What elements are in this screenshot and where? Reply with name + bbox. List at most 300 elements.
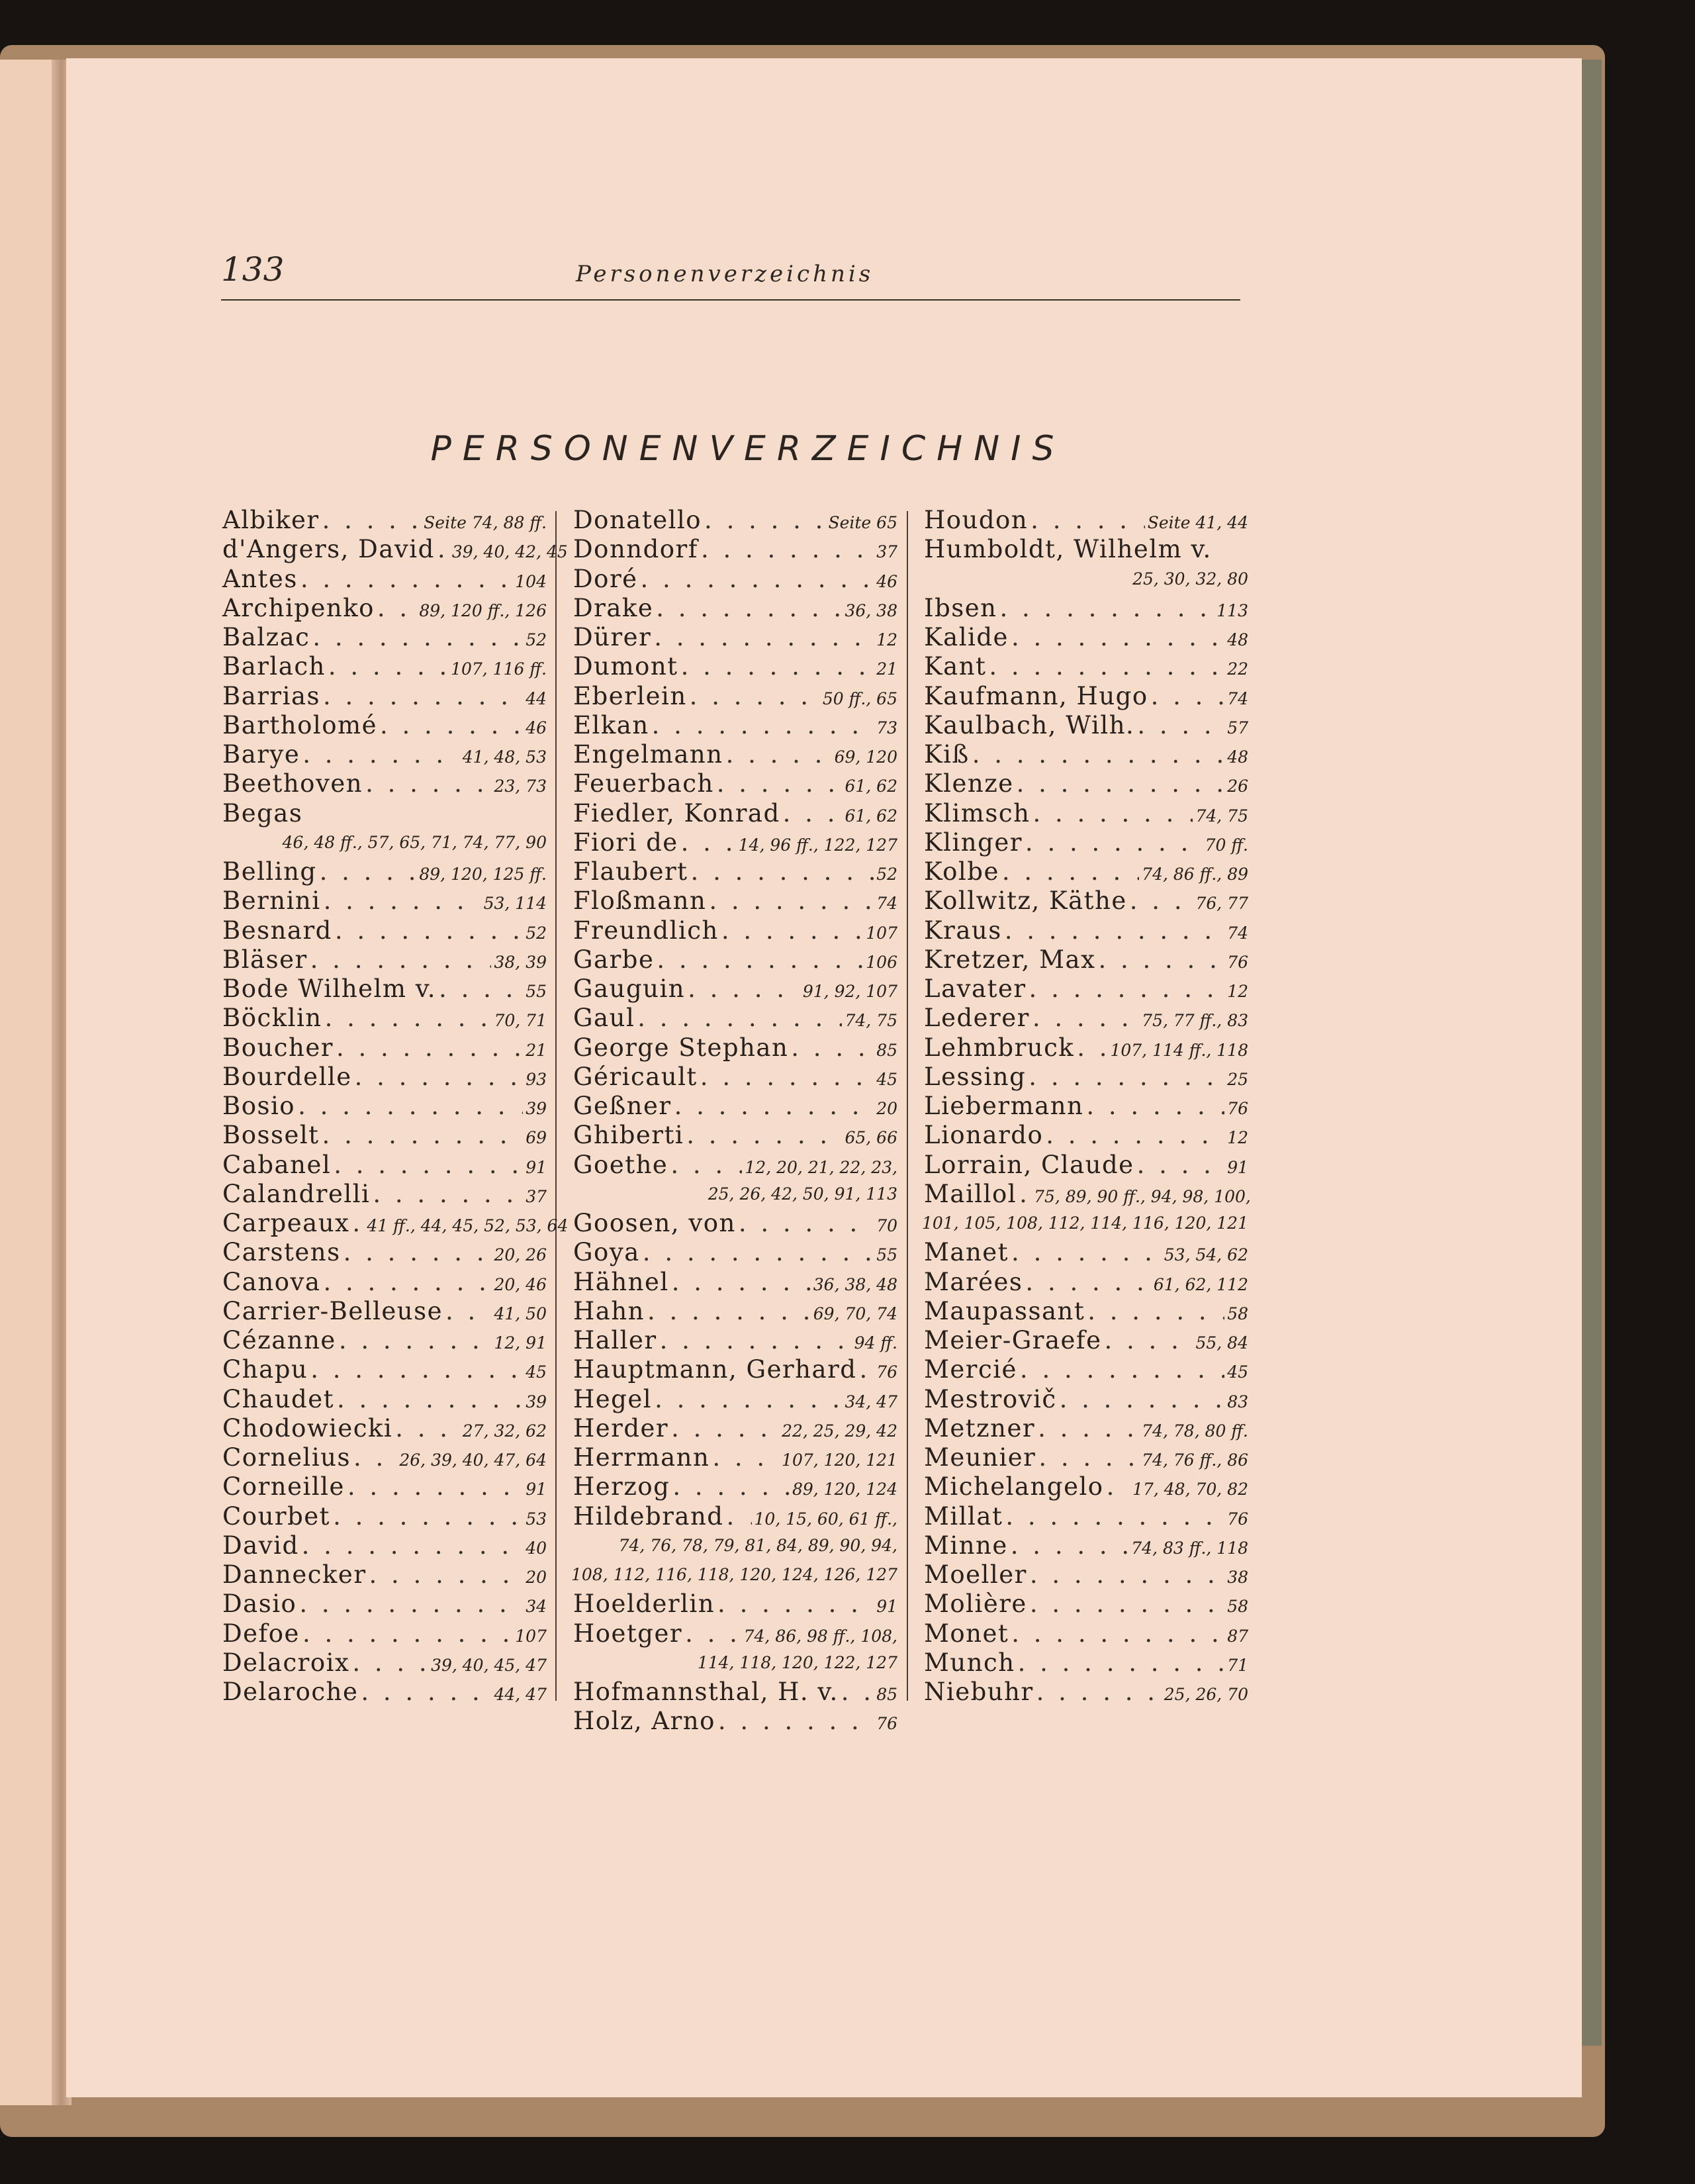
entry-pages: 106 — [866, 952, 897, 972]
entry-name: Meier-Graefe — [924, 1326, 1102, 1354]
index-entry — [222, 594, 547, 623]
index-entry — [222, 1004, 547, 1033]
entry-pages: 108, 112, 116, 118, 120, 124, 126, 127 — [571, 1565, 897, 1584]
entry-pages: 61, 62, 112 — [1153, 1274, 1248, 1294]
leader-dots — [300, 565, 512, 594]
index-entry — [573, 1443, 897, 1472]
entry-pages: 50 ff., 65 — [822, 688, 897, 708]
leader-dots — [1002, 857, 1139, 886]
leader-dots — [671, 1414, 779, 1443]
index-entry — [222, 1238, 547, 1267]
index-entry — [573, 1590, 897, 1619]
entry-name: Courbet — [222, 1501, 331, 1531]
leader-dots — [718, 1707, 874, 1736]
entry-pages: 41, 48, 53 — [462, 747, 547, 767]
index-entry — [222, 857, 547, 886]
leader-dots — [302, 740, 460, 769]
entry-name: Dumont — [573, 652, 678, 681]
entry-pages: 87 — [1227, 1626, 1248, 1646]
entry-pages: 22, 25, 29, 42 — [782, 1421, 897, 1441]
leader-dots — [1060, 1385, 1225, 1414]
entry-pages: 75, 89, 90 ff., 94, 98, 100, — [1034, 1186, 1251, 1206]
entry-name: Maupassant — [924, 1296, 1085, 1325]
entry-pages: 107, 116 ff. — [451, 659, 547, 679]
entry-pages: 94 ff. — [854, 1333, 897, 1353]
entry-name: Gaul — [573, 1004, 635, 1033]
entry-pages: 85 — [876, 1040, 897, 1060]
leader-dots — [681, 828, 736, 857]
entry-pages: 70, 71 — [494, 1011, 547, 1031]
index-entry — [222, 1268, 547, 1297]
index-entry — [924, 711, 1248, 740]
leader-dots — [310, 945, 492, 974]
leader-dots — [641, 565, 874, 594]
index-entry — [924, 1121, 1248, 1150]
running-title: Personenverzeichnis — [576, 261, 874, 287]
leader-dots — [1086, 1092, 1224, 1121]
index-entry — [924, 565, 1248, 594]
entry-pages: Seite 74, 88 ff. — [424, 513, 547, 532]
index-entry — [222, 945, 547, 974]
entry-name: Moeller — [924, 1560, 1027, 1589]
leader-dots — [972, 740, 1224, 769]
index-entry — [222, 828, 547, 857]
leader-dots — [660, 1326, 852, 1355]
index-entry — [573, 594, 897, 623]
leader-dots — [657, 945, 863, 974]
index-entry — [222, 1560, 547, 1590]
column-divider — [907, 511, 908, 1701]
leader-dots — [339, 1326, 492, 1355]
leader-dots — [1030, 1560, 1224, 1590]
index-entry — [573, 1004, 897, 1033]
entry-name: Minne — [924, 1531, 1008, 1560]
leader-dots — [302, 1531, 524, 1560]
index-entry — [924, 1648, 1248, 1678]
entry-name: Barye — [222, 740, 300, 769]
entry-pages: 91 — [876, 1597, 897, 1617]
entry-name: Lessing — [924, 1062, 1027, 1091]
entry-pages: 75, 77 ff., 83 — [1142, 1011, 1248, 1031]
page-number: 133 — [221, 250, 285, 289]
entry-pages: 107 — [866, 923, 897, 943]
leader-dots — [1025, 1268, 1150, 1297]
entry-pages: 58 — [1227, 1597, 1248, 1617]
leader-dots — [437, 535, 449, 564]
entry-pages: 53 — [526, 1509, 547, 1529]
entry-pages: 37 — [876, 542, 897, 562]
leader-dots — [324, 886, 481, 916]
entry-pages: 71 — [1227, 1655, 1248, 1675]
entry-pages: 83 — [1227, 1392, 1248, 1411]
entry-name: Donndorf — [573, 535, 698, 564]
entry-name: Eberlein — [573, 681, 687, 710]
entry-name: Beethoven — [222, 769, 363, 798]
index-entry — [222, 1180, 547, 1209]
entry-name: Calandrelli — [222, 1179, 371, 1208]
entry-name: Hegel — [573, 1384, 653, 1413]
entry-pages: 39, 40, 45, 47 — [431, 1655, 547, 1675]
leader-dots — [1019, 1180, 1031, 1209]
entry-pages: 23, 73 — [494, 777, 547, 796]
index-entry — [222, 682, 547, 711]
leader-dots — [353, 1443, 396, 1472]
entry-name: Dannecker — [222, 1560, 367, 1589]
entry-name: Kaulbach, Wilh. — [924, 710, 1135, 739]
entry-pages: 113 — [1216, 600, 1248, 620]
entry-name: Klenze — [924, 769, 1014, 798]
entry-name: Antes — [222, 564, 298, 593]
index-entry — [573, 1151, 897, 1180]
leader-dots — [1087, 1297, 1224, 1326]
leader-dots — [1018, 1648, 1225, 1678]
entry-name: Cézanne — [222, 1326, 336, 1354]
entry-name: Defoe — [222, 1619, 300, 1648]
entry-pages: 12, 20, 21, 22, 23, — [745, 1157, 897, 1177]
index-entry — [924, 1531, 1248, 1560]
entry-name: Cabanel — [222, 1150, 332, 1179]
index-entry — [573, 916, 897, 945]
index-entry — [573, 1268, 897, 1297]
leader-dots — [302, 1619, 512, 1648]
leader-dots — [989, 652, 1224, 681]
entry-name: Herrmann — [573, 1443, 710, 1472]
index-entry — [222, 1063, 547, 1092]
entry-pages: 89, 120, 124 — [792, 1480, 897, 1499]
entry-pages: 91 — [526, 1157, 547, 1177]
index-entry — [573, 1238, 897, 1267]
entry-pages: 101, 105, 108, 112, 114, 116, 120, 121 — [922, 1213, 1248, 1233]
index-entry — [222, 916, 547, 945]
index-entry — [924, 857, 1248, 886]
entry-name: Munch — [924, 1648, 1015, 1677]
index-entry — [222, 769, 547, 798]
leader-dots — [681, 652, 874, 681]
index-entry — [924, 1619, 1248, 1648]
leader-dots — [691, 857, 874, 886]
entry-name: Niebuhr — [924, 1678, 1034, 1706]
index-entry — [222, 711, 547, 740]
entry-pages: 48 — [1227, 630, 1248, 649]
entry-pages: 25, 30, 32, 80 — [1132, 569, 1248, 589]
entry-name: Begas — [222, 798, 303, 828]
index-entry — [573, 1297, 897, 1326]
column-divider — [555, 511, 557, 1701]
entry-name: Hoetger — [573, 1619, 683, 1648]
entry-name: Floßmann — [573, 886, 707, 916]
leader-dots — [299, 1590, 523, 1619]
entry-pages: 39 — [526, 1392, 547, 1411]
entry-pages: 45 — [1227, 1362, 1248, 1382]
index-entry — [924, 1179, 1251, 1209]
entry-name: Klinger — [924, 828, 1023, 857]
entry-name: Corneille — [222, 1472, 345, 1501]
index-entry — [222, 1443, 547, 1472]
leader-dots — [312, 623, 523, 652]
index-entry — [924, 1443, 1248, 1472]
entry-pages: 20, 46 — [494, 1274, 547, 1294]
index-entry — [924, 974, 1248, 1004]
leader-dots — [1011, 623, 1224, 652]
entry-pages: 74, 83 ff., 118 — [1131, 1538, 1248, 1558]
leader-dots — [1032, 1004, 1139, 1033]
entry-name: Freundlich — [573, 916, 719, 945]
entry-pages: 22 — [1227, 659, 1248, 679]
entry-pages: 69, 70, 74 — [813, 1304, 897, 1323]
entry-name: Herzog — [573, 1472, 670, 1501]
entry-name: Herder — [573, 1413, 669, 1443]
entry-pages: 27, 32, 62 — [462, 1421, 547, 1441]
leader-dots — [712, 1443, 779, 1472]
index-entry — [924, 886, 1248, 916]
entry-pages: 26 — [1227, 777, 1248, 796]
index-entry — [222, 1590, 547, 1619]
leader-dots — [656, 594, 842, 623]
entry-name: Drake — [573, 593, 654, 622]
entry-name: Goya — [573, 1238, 640, 1267]
index-column-3 — [922, 506, 1251, 1707]
entry-pages: 12 — [876, 630, 897, 649]
entry-name: Bartholomé — [222, 710, 378, 739]
leader-dots — [1029, 974, 1225, 1004]
leader-dots — [685, 1619, 741, 1648]
entry-pages: 85 — [876, 1685, 897, 1704]
leader-dots — [337, 1385, 523, 1414]
index-entry — [222, 1326, 547, 1355]
entry-pages: 93 — [526, 1069, 547, 1089]
entry-pages: 14, 96 ff., 122, 127 — [738, 835, 897, 855]
leader-dots — [1029, 1063, 1224, 1092]
entry-pages: 69 — [526, 1128, 547, 1148]
entry-pages: 52 — [876, 865, 897, 884]
index-entry — [573, 974, 897, 1004]
index-column-2 — [573, 506, 897, 1736]
entry-pages: 21 — [876, 659, 897, 679]
entry-pages: 57 — [1227, 718, 1248, 737]
entry-name: Holz, Arno — [573, 1707, 715, 1736]
entry-name: Kant — [924, 652, 987, 681]
entry-pages: 74, 78, 80 ff. — [1142, 1421, 1248, 1441]
index-entry — [573, 1063, 897, 1092]
leader-dots — [791, 1033, 874, 1063]
index-entry — [924, 1209, 1248, 1238]
entry-name: Chodowiecki — [222, 1413, 393, 1443]
index-column-1 — [222, 506, 569, 1707]
entry-name: Mestrovič — [924, 1384, 1057, 1413]
index-entry — [924, 682, 1248, 711]
leader-dots — [335, 916, 523, 945]
entry-pages: 38 — [1227, 1568, 1248, 1587]
leader-dots — [709, 886, 874, 916]
entry-pages: 70 ff. — [1205, 835, 1248, 855]
entry-name: Michelangelo — [924, 1472, 1104, 1501]
entry-name: Bourdelle — [222, 1062, 352, 1091]
index-entry — [573, 1385, 897, 1414]
entry-pages: 37 — [526, 1186, 547, 1206]
leader-dots — [1032, 799, 1193, 828]
leader-dots — [336, 1033, 523, 1063]
entry-name: Ghiberti — [573, 1121, 684, 1150]
entry-name: Fiori de — [573, 828, 678, 857]
entry-name: Marées — [924, 1267, 1023, 1296]
entry-name: David — [222, 1531, 299, 1560]
index-entry — [573, 1209, 897, 1238]
entry-name: Fiedler, Konrad — [573, 798, 780, 828]
index-entry — [924, 799, 1248, 828]
index-entry — [573, 1355, 897, 1384]
entry-pages: 46 — [876, 571, 897, 591]
entry-pages: 53, 54, 62 — [1164, 1245, 1248, 1265]
entry-name: Lehmbruck — [924, 1033, 1075, 1062]
entry-pages: 41 ff., 44, 45, 52, 53, 64 — [367, 1216, 569, 1235]
leader-dots — [690, 682, 820, 711]
entry-name: Dasio — [222, 1590, 297, 1619]
entry-pages: 41, 50 — [494, 1304, 547, 1323]
entry-pages: 104 — [515, 571, 547, 591]
leader-dots — [328, 652, 448, 681]
index-entry — [924, 1355, 1248, 1384]
index-entry — [573, 1678, 897, 1707]
entry-pages: 44, 47 — [494, 1685, 547, 1704]
leader-dots — [365, 769, 491, 798]
index-entry — [222, 506, 547, 535]
entry-pages: 12 — [1227, 982, 1248, 1001]
entry-pages: 45 — [876, 1069, 897, 1089]
index-entry — [924, 1033, 1248, 1063]
entry-pages: 74, 76, 78, 79, 81, 84, 89, 90, 94, — [618, 1535, 897, 1555]
entry-pages: 74 — [1227, 688, 1248, 708]
entry-pages: 89, 120, 125 ff. — [419, 865, 547, 884]
entry-pages: 55, 84 — [1195, 1333, 1248, 1353]
entry-pages: 73 — [876, 718, 897, 737]
entry-pages: 44 — [526, 688, 547, 708]
entry-name: Lorrain, Claude — [924, 1150, 1134, 1179]
entry-name: Engelmann — [573, 740, 723, 769]
leader-dots — [637, 1004, 842, 1033]
leader-dots — [1031, 506, 1145, 535]
index-entry — [924, 1560, 1248, 1590]
entry-pages: 76 — [876, 1714, 897, 1734]
entry-pages: 52 — [526, 923, 547, 943]
entry-pages: 46, 48 ff., 57, 65, 71, 74, 77, 90 — [282, 832, 547, 852]
entry-name: Bläser — [222, 945, 308, 974]
leader-dots — [322, 506, 422, 535]
entry-name: Bernini — [222, 886, 321, 916]
index-entry — [222, 623, 547, 652]
entry-name: Delaroche — [222, 1678, 359, 1706]
index-entry — [924, 1385, 1248, 1414]
entry-pages: 55 — [526, 982, 547, 1001]
entry-pages: 76 — [876, 1362, 897, 1382]
entry-name: Ibsen — [924, 593, 997, 622]
leader-dots — [334, 1151, 523, 1180]
entry-pages: 76, 77 — [1195, 894, 1248, 914]
index-entry — [222, 1502, 547, 1531]
entry-name: Chaudet — [222, 1384, 334, 1413]
leader-dots — [701, 535, 874, 564]
entry-pages: 91 — [1227, 1157, 1248, 1177]
entry-pages: 34, 47 — [845, 1392, 897, 1411]
index-entry — [924, 1472, 1248, 1501]
leader-dots — [670, 1151, 742, 1180]
leader-dots — [1005, 1502, 1224, 1531]
entry-pages: 74 — [1227, 923, 1248, 943]
leader-dots — [1011, 1238, 1162, 1267]
entry-name: Humboldt, Wilhelm v. — [924, 535, 1212, 564]
leader-dots — [1036, 1678, 1162, 1707]
index-entry — [573, 1092, 897, 1121]
entry-name: Kolbe — [924, 857, 999, 886]
entry-name: Boucher — [222, 1033, 334, 1062]
index-entry — [573, 1502, 897, 1531]
index-entry — [573, 1648, 897, 1678]
entry-name: Meunier — [924, 1443, 1036, 1472]
entry-pages: 114, 118, 120, 122, 127 — [697, 1652, 897, 1672]
entry-pages: 76 — [1227, 1099, 1248, 1118]
leader-dots — [1137, 711, 1224, 740]
entry-name: Elkan — [573, 710, 649, 739]
entry-name: Bosio — [222, 1092, 296, 1120]
entry-name: Haller — [573, 1326, 657, 1354]
entry-name: Flaubert — [573, 857, 688, 886]
leader-dots — [726, 1502, 751, 1531]
entry-pages: 25, 26, 70 — [1164, 1685, 1248, 1704]
entry-pages: 53, 114 — [483, 894, 547, 914]
leader-dots — [1011, 1619, 1224, 1648]
leader-dots — [1017, 769, 1225, 798]
leader-dots — [445, 1297, 491, 1326]
leader-dots — [347, 1472, 523, 1501]
index-entry — [924, 506, 1248, 535]
entry-pages: 17, 48, 70, 82 — [1132, 1480, 1248, 1499]
index-entry — [573, 828, 897, 857]
entry-pages: 74, 75 — [1195, 806, 1248, 826]
entry-pages: 12 — [1227, 1128, 1248, 1148]
entry-pages: 91, 92, 107 — [802, 982, 897, 1001]
leader-dots — [652, 711, 874, 740]
index-entry — [924, 623, 1248, 652]
entry-name: Lederer — [924, 1004, 1030, 1033]
leader-dots — [717, 769, 843, 798]
entry-name: Hoelderlin — [573, 1590, 715, 1619]
entry-name: Donatello — [573, 506, 702, 534]
index-entry — [924, 1004, 1248, 1033]
leader-dots — [323, 682, 523, 711]
entry-name: Hofmannsthal, H. v. — [573, 1678, 839, 1706]
leader-dots — [672, 1268, 811, 1297]
leader-dots — [859, 1355, 874, 1384]
entry-pages: 48 — [1227, 747, 1248, 767]
index-entry — [924, 535, 1248, 564]
entry-name: Barlach — [222, 652, 326, 681]
index-entry — [573, 711, 897, 740]
leader-dots — [1098, 945, 1224, 974]
entry-name: Bosselt — [222, 1121, 320, 1150]
leader-dots — [1107, 1472, 1130, 1501]
index-entry — [222, 1472, 547, 1501]
entry-pages: 55 — [876, 1245, 897, 1265]
entry-pages: 74, 76 ff., 86 — [1142, 1450, 1248, 1470]
leader-dots — [721, 916, 863, 945]
leader-dots — [1038, 1414, 1139, 1443]
index-entry — [573, 769, 897, 798]
index-entry — [222, 1033, 547, 1063]
entry-name: Canova — [222, 1267, 321, 1296]
entry-name: Geßner — [573, 1092, 672, 1120]
index-entry — [573, 623, 897, 652]
entry-pages: 74, 75 — [845, 1011, 897, 1031]
leader-dots — [1077, 1033, 1107, 1063]
